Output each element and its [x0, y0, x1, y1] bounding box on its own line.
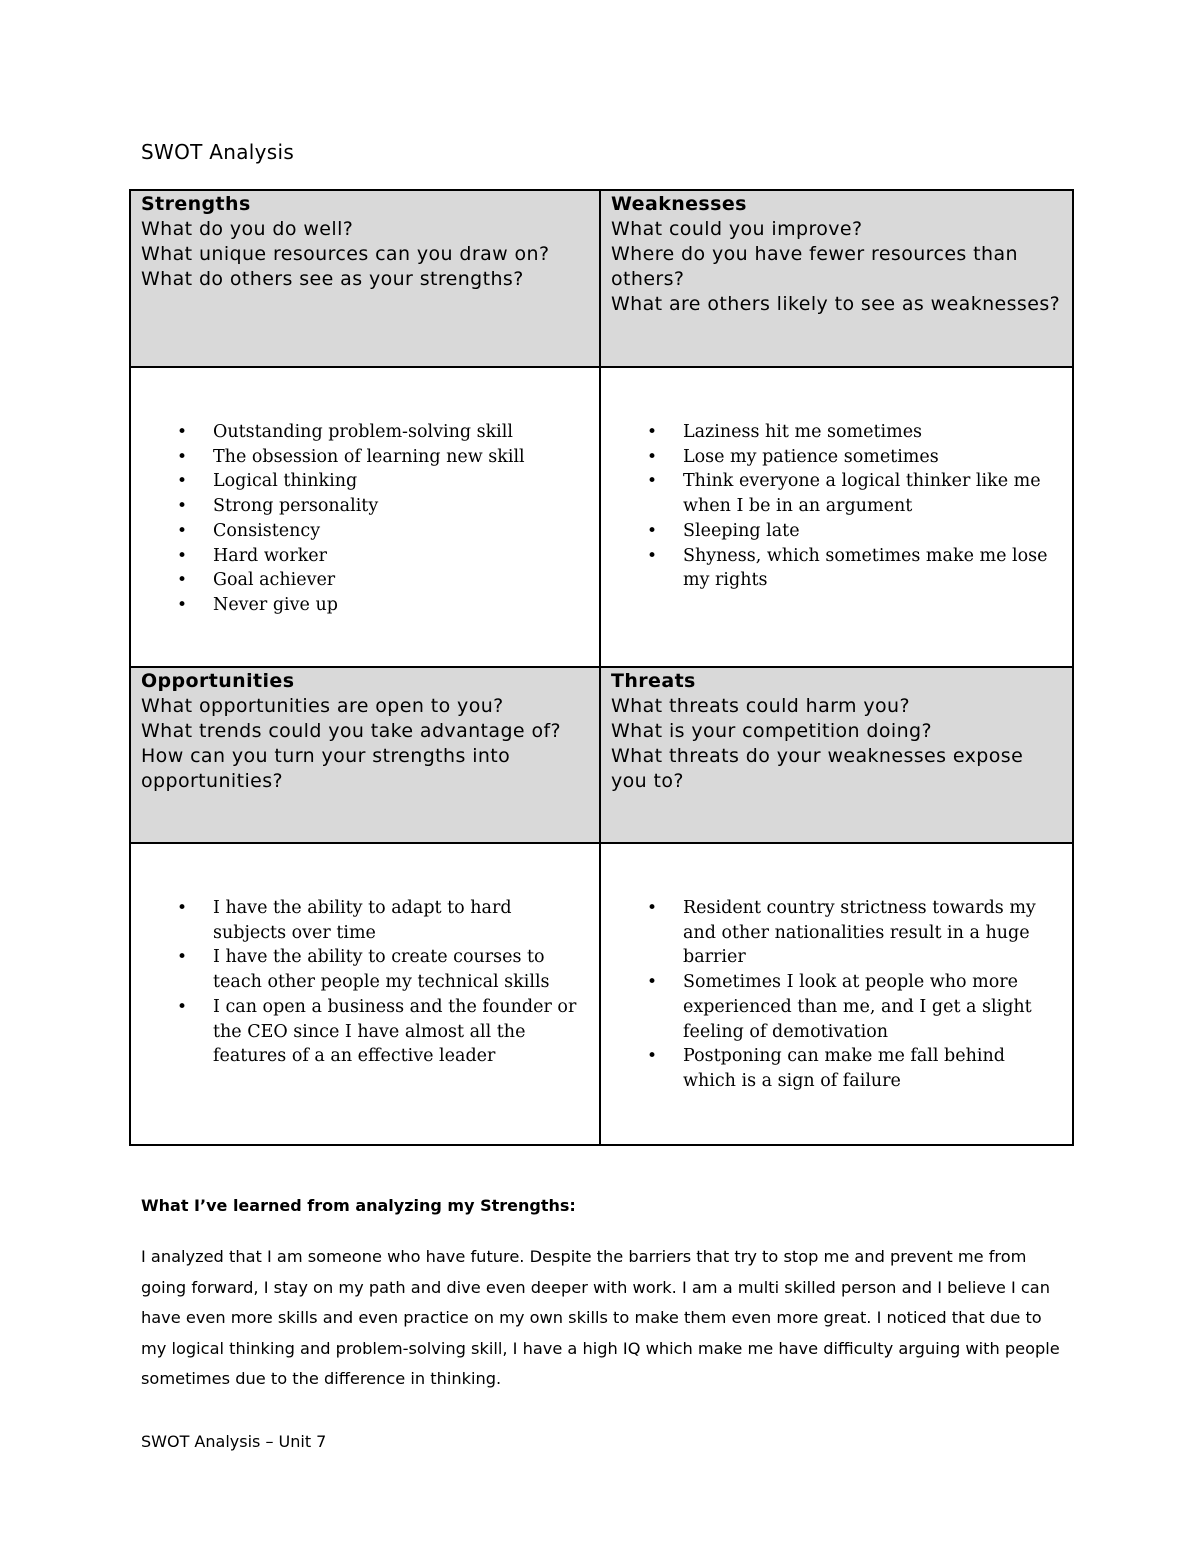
weaknesses-list: [601, 420, 1062, 593]
strengths-list-item: • Logical thinking: [213, 469, 589, 494]
weaknesses-question: What are others likely to see as weaknesses?: [611, 293, 1061, 315]
page-footer: SWOT Analysis – Unit 7: [141, 1432, 327, 1451]
swot-table: [129, 189, 1074, 1146]
strengths-question: What unique resources can you draw on?: [141, 243, 550, 265]
strengths-list-item: • Hard worker: [213, 544, 589, 569]
opportunities-title: Opportunities: [141, 670, 295, 692]
opportunities-list-item: • I can open a business and the founder or the CEO since I have almost all the features of a an effective leader: [213, 995, 589, 1069]
opportunities-list-item: • I have the ability to adapt to hard subjects over time: [213, 896, 589, 945]
threats-list-cell: [600, 843, 1073, 1145]
threats-question: What threats could harm you?: [611, 695, 910, 717]
threats-list-item: • Resident country strictness towards my and other nationalities result in a huge barrier: [683, 896, 1062, 970]
strengths-question: What do you do well?: [141, 218, 354, 240]
opportunities-question: How can you turn your strengths into opportunities?: [141, 745, 511, 792]
strengths-title: Strengths: [141, 193, 251, 215]
strengths-list-item: • Outstanding problem-solving skill: [213, 420, 589, 445]
page-title: SWOT Analysis: [141, 140, 295, 164]
opportunities-question: What trends could you take advantage of?: [141, 720, 562, 742]
weaknesses-header-cell: [600, 190, 1073, 367]
strengths-question: What do others see as your strengths?: [141, 268, 524, 290]
threats-question: What is your competition doing?: [611, 720, 932, 742]
opportunities-list-cell: [130, 843, 600, 1145]
weaknesses-list-item: • Shyness, which sometimes make me lose my rights: [683, 544, 1062, 593]
threats-question: What threats do your weaknesses expose you to?: [611, 745, 1024, 792]
weaknesses-question: Where do you have fewer resources than others?: [611, 243, 1018, 290]
strengths-header-cell: [130, 190, 600, 367]
threats-list-item: • Sometimes I look at people who more experienced than me, and I get a slight feeling of demotivation: [683, 970, 1062, 1044]
opportunities-list-item: • I have the ability to create courses to teach other people my technical skills: [213, 945, 589, 994]
weaknesses-list-item: • Lose my patience sometimes: [683, 445, 1062, 470]
threats-header-cell: [600, 667, 1073, 843]
strengths-list-item: • Never give up: [213, 593, 589, 618]
strengths-list-item: • Strong personality: [213, 494, 589, 519]
strengths-list-item: • Goal achiever: [213, 568, 589, 593]
weaknesses-list-item: • Laziness hit me sometimes: [683, 420, 1062, 445]
threats-title: Threats: [611, 670, 696, 692]
strengths-list-cell: [130, 367, 600, 667]
strengths-list-item: • The obsession of learning new skill: [213, 445, 589, 470]
weaknesses-list-cell: [600, 367, 1073, 667]
opportunities-list: [131, 896, 589, 1069]
weaknesses-title: Weaknesses: [611, 193, 747, 215]
opportunities-header-cell: [130, 667, 600, 843]
reflection-heading: What I’ve learned from analyzing my Strengths:: [141, 1196, 576, 1215]
strengths-list-item: • Consistency: [213, 519, 589, 544]
opportunities-question: What opportunities are open to you?: [141, 695, 504, 717]
strengths-list: [131, 420, 589, 618]
weaknesses-list-item: • Sleeping late: [683, 519, 1062, 544]
reflection-paragraph: I analyzed that I am someone who have future. Despite the barriers that try to stop me and prevent me from going forward, I stay on my path and dive even deeper with work. I am a multi skilled person and I believe I can have even more skills and even practice on my own skills to make them even more great. I noticed that due to my logical thinking and problem-solving skill, I have a high IQ which make me have difficulty arguing with people sometimes due to the difference in thinking.: [141, 1247, 1060, 1389]
threats-list: [601, 896, 1062, 1094]
weaknesses-list-item: • Think everyone a logical thinker like me when I be in an argument: [683, 469, 1062, 518]
threats-list-item: • Postponing can make me fall behind which is a sign of failure: [683, 1044, 1062, 1093]
weaknesses-question: What could you improve?: [611, 218, 863, 240]
